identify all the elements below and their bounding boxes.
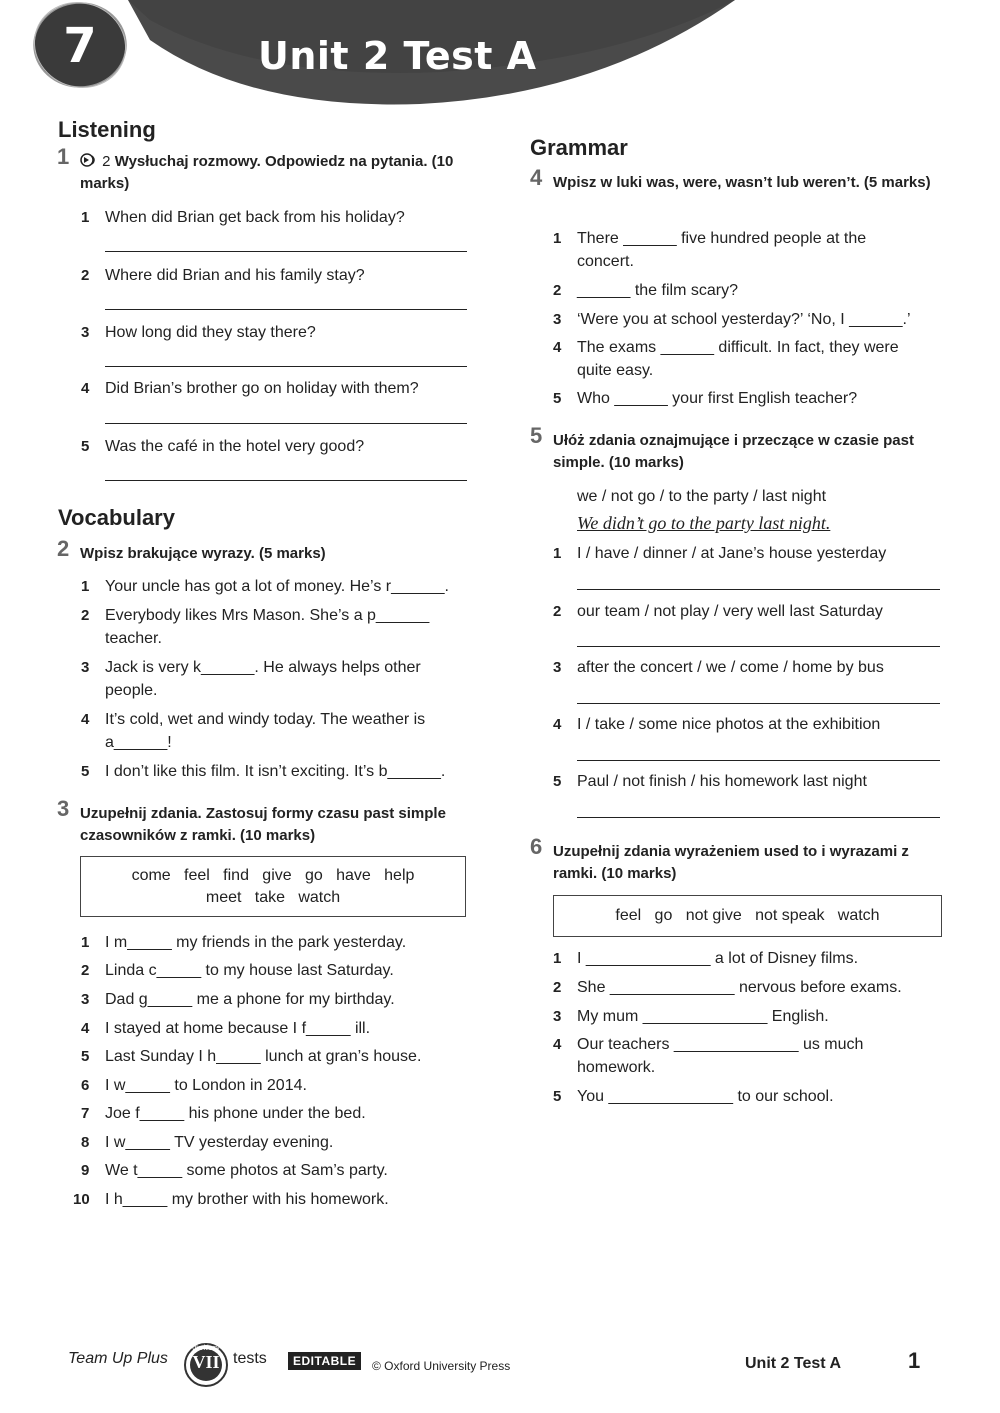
list-item: 6 I w_____ to London in 2014. — [81, 1077, 307, 1094]
audio-icon — [80, 153, 98, 167]
word-box: feel go not give not speak watch — [553, 895, 942, 937]
task-1-instruction — [57, 144, 460, 195]
task-6-instruction — [530, 834, 948, 885]
badge-small-text: dla klasy — [192, 1345, 220, 1352]
grammar-title: Grammar — [530, 135, 628, 160]
list-item: 3 My mum ______________ English. — [553, 1008, 829, 1025]
list-item: 5 Paul / not finish / his homework last night — [553, 773, 867, 790]
list-item: 2 ______ the film scary? — [553, 282, 738, 299]
task-number: 6 — [530, 834, 543, 859]
instruction-text: Wysłuchaj rozmowy. Odpowiedz na pytania. (10 marks) — [80, 153, 454, 192]
task-number: 5 — [530, 423, 543, 448]
list-item: 3 ‘Were you at school yesterday?’ ‘No, I ______.’ — [553, 311, 911, 328]
track-number: 2 — [102, 153, 111, 170]
list-item: 2 She ______________ nervous before exams. — [553, 979, 902, 996]
word-box-line: meet take watch — [205, 889, 341, 906]
list-item: 3 after the concert / we / come / home by bus — [553, 659, 884, 676]
instruction-text: Wpisz brakujące wyrazy. (5 marks) — [80, 545, 326, 562]
footer-tests: tests — [233, 1350, 267, 1367]
word-box-line: come feel find give go have help — [131, 867, 415, 884]
list-item: 1 I ______________ a lot of Disney films. — [553, 950, 859, 967]
list-item: 4 I stayed at home because I f_____ ill. — [81, 1020, 371, 1037]
list-item: 2 Linda c_____ to my house last Saturday. — [81, 962, 394, 979]
list-item: 5 I don’t like this film. It isn’t exciting. It’s b______. — [81, 763, 446, 780]
list-item: 2 Everybody likes Mrs Mason. She’s a p______ teacher. — [81, 607, 430, 647]
page-number: 1 — [908, 1348, 921, 1373]
footer-title: Unit 2 Test A — [745, 1355, 842, 1372]
answer-line[interactable] — [105, 309, 467, 310]
list-item: 4 It’s cold, wet and windy today. The weather is a______! — [81, 711, 426, 751]
task-4-instruction — [530, 165, 933, 194]
list-item: 4 Our teachers ______________ us much homework. — [553, 1036, 864, 1076]
footer-brand: Team Up Plus — [68, 1350, 168, 1367]
list-item: 5 You ______________ to our school. — [553, 1088, 834, 1105]
answer-line[interactable] — [577, 760, 940, 761]
unit-number: 7 — [63, 18, 97, 74]
word-box — [80, 856, 466, 917]
instruction-text: Uzupełnij zdania. Zastosuj formy czasu past simple czasowników z ramki. (10 marks) — [80, 805, 446, 844]
list-item: 1 I / have / dinner / at Jane’s house yesterday — [553, 545, 887, 562]
list-item: 5 Last Sunday I h_____ lunch at gran’s house. — [81, 1048, 422, 1065]
list-item: 10 I h_____ my brother with his homework. — [73, 1191, 389, 1208]
list-item: 1 Your uncle has got a lot of money. He’s r______. — [81, 578, 449, 595]
editable-badge: EDITABLE — [288, 1352, 361, 1370]
list-item: 1 When did Brian get back from his holiday? — [81, 209, 405, 226]
list-item: 3 Dad g_____ me a phone for my birthday. — [81, 991, 395, 1008]
list-item: 8 I w_____ TV yesterday evening. — [81, 1134, 334, 1151]
task-3-instruction — [57, 796, 460, 847]
task-2-instruction — [57, 536, 460, 565]
list-item: 2 Where did Brian and his family stay? — [81, 267, 365, 284]
list-item: 1 There ______ five hundred people at the concert. — [553, 230, 867, 270]
answer-line[interactable] — [105, 366, 467, 367]
list-item: 7 Joe f_____ his phone under the bed. — [81, 1105, 366, 1122]
answer-line[interactable] — [105, 480, 467, 481]
answer-line[interactable] — [105, 251, 467, 252]
list-item: 4 Did Brian’s brother go on holiday with them? — [81, 380, 419, 397]
list-item: 4 The exams ______ difficult. In fact, they were quite easy. — [553, 339, 899, 379]
list-item: 3 Jack is very k______. He always helps other people. — [81, 659, 421, 699]
answer-line[interactable] — [577, 817, 940, 818]
instruction-text: Ułóż zdania oznajmujące i przeczące w czasie past simple. (10 marks) — [553, 432, 914, 471]
task-5-instruction — [530, 423, 938, 474]
task-number: 3 — [57, 796, 70, 821]
copyright: © Oxford University Press — [372, 1359, 511, 1373]
page-title: Unit 2 Test A — [258, 34, 537, 78]
answer-line[interactable] — [577, 703, 940, 704]
task-number: 4 — [530, 165, 543, 190]
example-prompt: we / not go / to the party / last night — [577, 488, 827, 505]
list-item: 9 We t_____ some photos at Sam’s party. — [81, 1162, 388, 1179]
answer-line[interactable] — [105, 423, 467, 424]
badge-text: VII — [192, 1352, 220, 1372]
answer-line[interactable] — [577, 646, 940, 647]
example-answer: We didn’t go to the party last night. — [577, 513, 831, 533]
answer-line[interactable] — [577, 589, 940, 590]
listening-title: Listening — [58, 117, 156, 142]
list-item: 5 Was the café in the hotel very good? — [81, 438, 365, 455]
list-item: 2 our team / not play / very well last Saturday — [553, 603, 883, 620]
list-item: 5 Who ______ your first English teacher? — [553, 390, 858, 407]
list-item: 1 I m_____ my friends in the park yesterday. — [81, 934, 407, 951]
instruction-text: Uzupełnij zdania wyrażeniem used to i wyrazami z ramki. (10 marks) — [553, 843, 909, 882]
list-item: 3 How long did they stay there? — [81, 324, 316, 341]
task-number: 1 — [57, 144, 70, 169]
list-item: 4 I / take / some nice photos at the exhibition — [553, 716, 881, 733]
task-number: 2 — [57, 536, 70, 561]
vocabulary-title: Vocabulary — [58, 505, 175, 530]
instruction-text: Wpisz w luki was, were, wasn’t lub weren’t. (5 marks) — [553, 174, 931, 191]
